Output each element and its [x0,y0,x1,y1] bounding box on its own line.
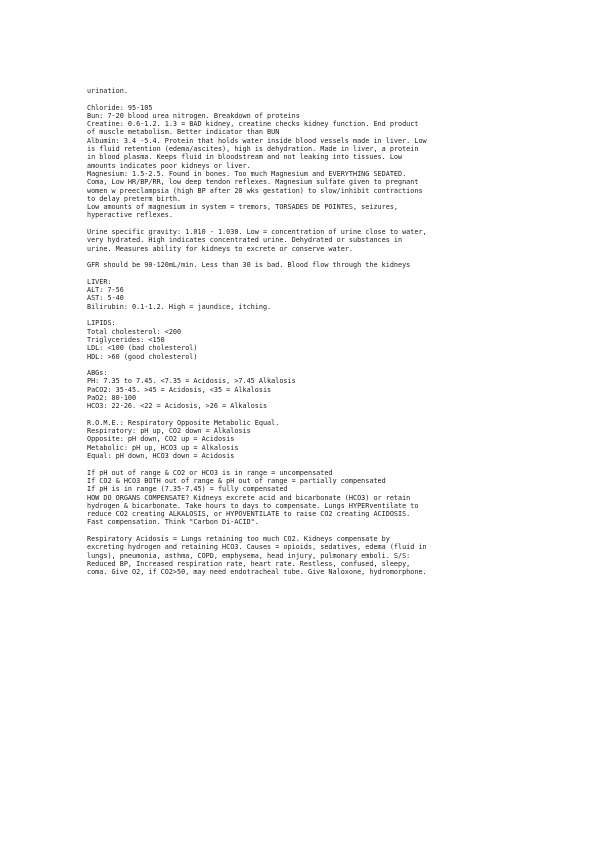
text-line: HDL: >60 (good cholesterol) [87,352,198,361]
text-line: AST: 5-40 [87,294,124,303]
text-line: LIVER: [87,277,112,286]
text-line: Coma, Low HR/BP/RR, low deep tendon reflexes. Magnesium sulfate given to pregnant [87,178,419,187]
text-line: R.O.M.E.: Respiratory Opposite Metabolic Equal. [87,418,280,427]
text-line: excreting hydrogen and retaining HCO3. Causes = opioids, sedatives, edema (fluid in [87,543,427,552]
text-line: Chloride: 95-105 [87,103,153,112]
text-line: is fluid retention (edema/ascites), high is dehydration. Made in liver, a protein [87,145,419,154]
text-line: Bilirubin: 0.1-1.2. High = jaundice, itching. [87,302,272,311]
text-line: Urine specific gravity: 1.010 - 1.030. Low = concentration of urine close to water, [87,228,427,237]
text-line: Bun: 7-20 blood urea nitrogen. Breakdown of proteins [87,111,300,120]
text-line: LIPIDS: [87,319,116,328]
text-line: PaCO2: 35-45. >45 = Acidosis, <35 = Alkalosis [87,385,272,394]
text-line: PH: 7.35 to 7.45. <7.35 = Acidosis, >7.45 Alkalosis [87,377,296,386]
paragraph [87,369,527,410]
text-line: women w preeclampsia (high BP after 20 wks gestation) to slow/inhibit contractions [87,186,423,195]
text-line: If CO2 & HCO3 BOTH out of range & pH out of range = partially compensated [87,476,386,485]
text-line: Fast compensation. Think "Carbon Di-ACID". [87,518,259,527]
text-line: lungs), pneumonia, asthma, COPD, emphysema, head injury, pulmonary emboli. S/S: [87,551,411,560]
paragraph [87,319,527,360]
text-line: urine. Measures ability for kidneys to excrete or conserve water. [87,244,353,253]
text-line: Equal: pH down, HCO3 down = Acidosis [87,452,235,461]
text-line: to delay preterm birth. [87,194,182,203]
text-line: Opposite: pH down, CO2 up = Acidosis [87,435,235,444]
document-body [87,87,527,585]
text-line: Albumin: 3.4 -5.4. Protein that holds water inside blood vessels made in liver. Low [87,136,427,145]
text-line: Magnesium: 1.5-2.5. Found in bones. Too much Magnesium and EVERYTHING SEDATED. [87,169,407,178]
text-line: very hydrated. High indicates concentrated urine. Dehydrated or substances in [87,236,403,245]
text-line: HOW DO ORGANS COMPENSATE? Kidneys excrete acid and bicarbonate (HCO3) or retain [87,493,411,502]
text-line: ALT: 7-56 [87,286,124,295]
text-line: Respiratory: pH up, CO2 down = Alkalosis [87,427,251,436]
text-line: GFR should be 90-120mL/min. Less than 30 is bad. Blood flow through the kidneys [87,261,411,270]
text-line: HCO3: 22-26. <22 = Acidosis, >26 = Alkalosis [87,402,268,411]
text-line: Low amounts of magnesium in system = tremors, TORSADES DE POINTES, seizures, [87,203,398,212]
paragraph [87,535,527,576]
paragraph [87,469,527,527]
paragraph [87,87,527,95]
text-line: reduce CO2 creating ALKALOSIS, or HYPOVENTILATE to raise CO2 creating ACIDOSIS. [87,510,411,519]
paragraph [87,419,527,460]
text-line: ABGs: [87,369,108,378]
text-line: Creatine: 0.6-1.2. 1.3 = BAD kidney, creatine checks kidney function. End product [87,120,419,129]
text-line: If pH out of range & CO2 or HCO3 is in range = uncompensated [87,468,333,477]
paragraph [87,104,527,220]
text-line: in blood plasma. Keeps fluid in bloodstream and not leaking into tissues. Low [87,153,403,162]
text-line: urination. [87,87,128,95]
text-line: Respiratory Acidosis = Lungs retaining too much CO2. Kidneys compensate by [87,535,390,544]
text-line: hyperactive reflexes. [87,211,173,220]
text-line: PaO2: 80-100 [87,393,137,402]
text-line: coma. Give O2, if CO2>50, may need endotracheal tube. Give Naloxone, hydromorphone. [87,568,427,577]
text-line: Total cholesterol: <200 [87,327,182,336]
paragraph [87,261,527,269]
paragraph [87,278,527,311]
text-line: Triglycerides: <150 [87,335,165,344]
text-line: LDL: <100 (bad cholesterol) [87,344,198,353]
text-line: of muscle metabolism. Better indicator than BUN [87,128,280,137]
text-line: amounts indicates poor kidneys or liver. [87,161,251,170]
text-line: hydrogen & bicarbonate. Take hours to days to compensate. Lungs HYPERventilate to [87,501,419,510]
text-line: Metabolic: pH up, HCO3 up = Alkalosis [87,443,239,452]
text-line: Reduced BP, Increased respiration rate, heart rate. Restless, confused, sleepy, [87,559,411,568]
text-line: If pH is in range (7.35-7.45) = fully compensated [87,485,288,494]
paragraph [87,228,527,253]
